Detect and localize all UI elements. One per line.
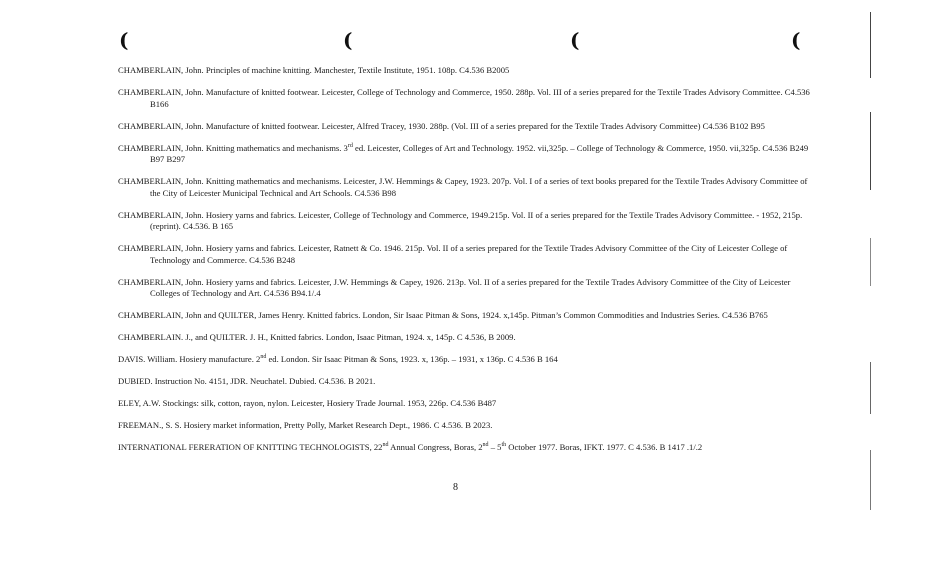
bibliography-entry: CHAMBERLAIN, John. Manufacture of knitted footwear. Leicester, College of Technology and Commerce, 1950. 288p. Vol. III of a series prepared for the Textile Trades Advisory Committee. C4.536 B166 <box>118 87 810 109</box>
bibliography-entry: FREEMAN., S. S. Hosiery market information, Pretty Polly, Market Research Dept., 1986. C 4.536. B 2023. <box>118 420 493 430</box>
page-edge-line <box>870 362 871 414</box>
page-edge-line <box>870 238 871 286</box>
bibliography-entry: CHAMBERLAIN. J., and QUILTER. J. H., Knitted fabrics. London, Isaac Pitman, 1924. x, 145p. C 4.536, B 2009. <box>118 332 516 342</box>
bibliography-entry: CHAMBERLAIN, John. Knitting mathematics and mechanisms. 3rd ed. Leicester, Colleges of Art and Technology. 1952. vii,325p. – College of Technology & Commerce, 1950. vii,325p. C4.536 B249 B97 B297 <box>118 142 809 164</box>
bibliography-entry: CHAMBERLAIN, John. Hosiery yarns and fabrics. Leicester, College of Technology and Commerce, 1949.215p. Vol. II of a series prepared for the Textile Trades Advisory Committee. - 1952, 215p. (reprint). C4.536. B 165 <box>118 209 803 231</box>
bibliography-list <box>118 65 818 464</box>
bibliography-entry: CHAMBERLAIN, John. Hosiery yarns and fabrics. Leicester, Ratnett & Co. 1946. 215p. Vol. II of a series prepared for the Textile Trades Advisory Committee of the City of Leicester College of Technology and Commerce. C4.536 B248 <box>118 243 788 265</box>
punch-hole-mark: ( <box>791 28 801 52</box>
punch-hole-mark: ( <box>343 28 353 52</box>
bibliography-entry: DAVIS. William. Hosiery manufacture. 2nd ed. London. Sir Isaac Pitman & Sons, 1923. x, 136p. – 1931, x 136p. C 4.536 B 164 <box>118 354 558 364</box>
bibliography-entry: CHAMBERLAIN, John. Principles of machine knitting. Manchester, Textile Institute, 1951. 108p. C4.536 B2005 <box>118 65 510 75</box>
bibliography-entry: CHAMBERLAIN, John. Hosiery yarns and fabrics. Leicester, J.W. Hemmings & Capey, 1926. 213p. Vol. II of a series prepared for the Textile Trades Advisory Committee of the City of Leicester Colleges of Technology and Art. C4.536 B94.1/.4 <box>118 276 791 298</box>
bibliography-entry: CHAMBERLAIN, John. Manufacture of knitted footwear. Leicester, Alfred Tracey, 1930. 288p. (Vol. III of a series prepared for the Textile Trades Advisory Committee) C4.536 B102 B95 <box>118 120 765 131</box>
page-number: 8 <box>453 482 458 493</box>
bibliography-entry: DUBIED. Instruction No. 4151, JDR. Neuchatel. Dubied. C4.536. B 2021. <box>118 376 376 386</box>
bibliography-entry: CHAMBERLAIN, John. Knitting mathematics and mechanisms. Leicester, J.W. Hemmings & Capey, 1923. 207p. Vol. I of a series of text books prepared for the Textile Trades Advisory Committee of the City of Leicester Municipal Technical and Art Schools. C4.536 B98 <box>118 176 808 198</box>
bibliography-entry: CHAMBERLAIN, John and QUILTER, James Henry. Knitted fabrics. London, Sir Isaac Pitman & Sons, 1924. x,145p. Pitman’s Common Commodities and Industries Series. C4.536 B765 <box>118 310 768 320</box>
punch-hole-mark: ( <box>570 28 580 52</box>
page-edge-line <box>870 450 871 510</box>
page-edge-line <box>870 112 871 190</box>
punch-hole-mark: ( <box>119 28 129 52</box>
bibliography-entry: ELEY, A.W. Stockings: silk, cotton, rayon, nylon. Leicester, Hosiery Trade Journal. 1953, 226p. C4.536 B487 <box>118 398 497 408</box>
page-edge-line <box>870 12 871 78</box>
bibliography-entry: INTERNATIONAL FERERATION OF KNITTING TECHNOLOGISTS, 22nd Annual Congress, Boras, 2nd – 5th October 1977. Boras, IFKT. 1977. C 4.536. B 1417 .1/.2 <box>118 442 703 452</box>
